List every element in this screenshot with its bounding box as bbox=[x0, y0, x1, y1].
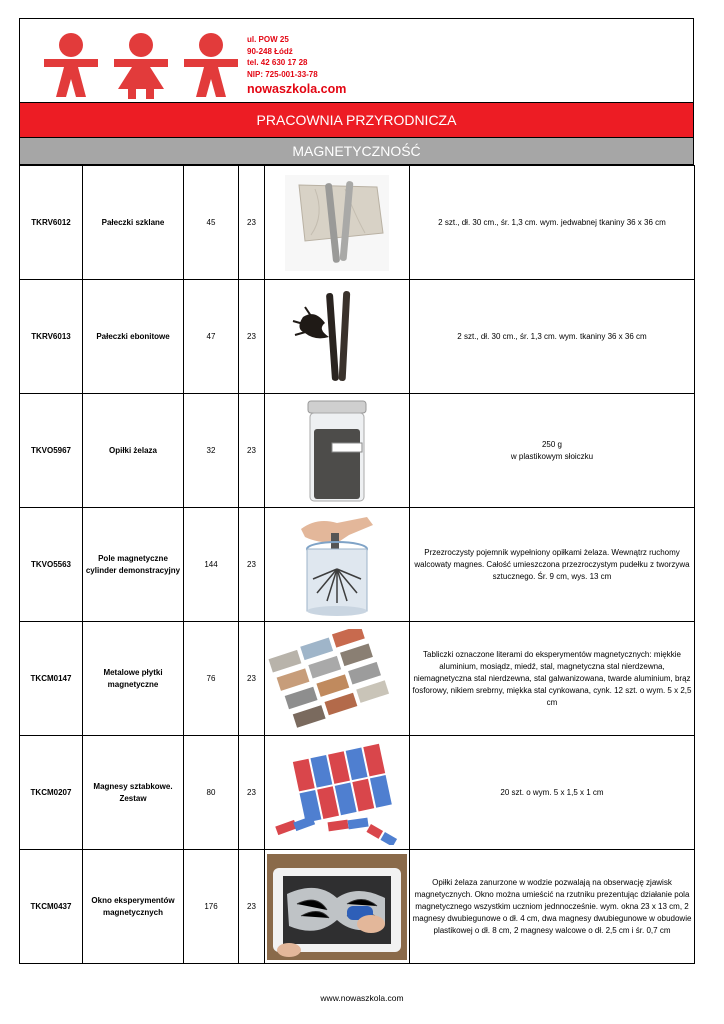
product-name: Pole magnetyczne cylinder demonstracyjny bbox=[83, 508, 184, 622]
header bbox=[19, 18, 694, 102]
product-vat: 23 bbox=[239, 622, 265, 736]
subsection-title: MAGNETYCZNOŚĆ bbox=[19, 137, 694, 165]
product-code: TKVO5967 bbox=[20, 394, 83, 508]
product-code: TKRV6013 bbox=[20, 280, 83, 394]
table-row bbox=[20, 850, 695, 964]
product-code: TKCM0147 bbox=[20, 622, 83, 736]
product-image-cell bbox=[265, 850, 410, 964]
address-city: 90-248 Łódź bbox=[247, 46, 293, 56]
ebonite-rods-photo bbox=[285, 289, 389, 385]
product-price: 76 bbox=[184, 622, 239, 736]
product-vat: 23 bbox=[239, 736, 265, 850]
iron-filings-jar-photo bbox=[302, 399, 372, 503]
product-vat: 23 bbox=[239, 280, 265, 394]
product-price: 176 bbox=[184, 850, 239, 964]
product-price: 32 bbox=[184, 394, 239, 508]
product-description: 20 szt. o wym. 5 x 1,5 x 1 cm bbox=[410, 736, 695, 850]
magnetic-window-photo bbox=[267, 854, 407, 960]
table-row bbox=[20, 508, 695, 622]
product-name: Pałeczki szklane bbox=[83, 166, 184, 280]
table-row bbox=[20, 166, 695, 280]
product-code: TKCM0207 bbox=[20, 736, 83, 850]
magnetic-cylinder-photo bbox=[297, 513, 377, 617]
product-image-cell bbox=[265, 622, 410, 736]
bar-magnets-photo bbox=[268, 741, 406, 845]
table-row bbox=[20, 622, 695, 736]
product-price: 45 bbox=[184, 166, 239, 280]
product-image-cell bbox=[265, 394, 410, 508]
product-code: TKCM0437 bbox=[20, 850, 83, 964]
product-price: 47 bbox=[184, 280, 239, 394]
product-image-cell bbox=[265, 166, 410, 280]
company-website[interactable]: nowaszkola.com bbox=[247, 82, 347, 96]
company-address bbox=[247, 34, 346, 97]
product-price: 144 bbox=[184, 508, 239, 622]
table-row bbox=[20, 736, 695, 850]
product-code: TKVO5563 bbox=[20, 508, 83, 622]
product-description: Przezroczysty pojemnik wypełniony opiłkami żelaza. Wewnątrz ruchomy walcowaty magnes. Całość umieszczona przezroczystym pudełku z tworzywa sztucznego. Śr. 9 cm, wys. 13 cm bbox=[410, 508, 695, 622]
company-logo bbox=[36, 31, 246, 103]
product-description: Opiłki żelaza zanurzone w wodzie pozwalają na obserwację zjawisk magnetycznych. Okno można umieścić na rzutniku prezentując działanie pola magnetycznego wszystkim uczniom jednnocześnie. wym. okna 23 x 13 cm, 2 magnesy dwubiegunowe o dł. 4 cm, dwa magnesy dwubiegunowe w obudowie plastikowej o dł. 8 cm, 2 magnesy walcowe o dł. 2,5 cm i śr. 0,7 cm bbox=[410, 850, 695, 964]
product-vat: 23 bbox=[239, 508, 265, 622]
footer-website[interactable]: www.nowaszkola.com bbox=[320, 993, 404, 1003]
glass-rods-photo bbox=[285, 175, 389, 271]
product-name: Opiłki żelaza bbox=[83, 394, 184, 508]
product-table bbox=[19, 165, 695, 964]
product-name: Pałeczki ebonitowe bbox=[83, 280, 184, 394]
address-nip: NIP: 725-001-33-78 bbox=[247, 69, 318, 79]
product-description: 2 szt., dł. 30 cm., śr. 1,3 cm. wym. tkaniny 36 x 36 cm bbox=[410, 280, 695, 394]
product-image-cell bbox=[265, 508, 410, 622]
table-row bbox=[20, 280, 695, 394]
product-description: 250 g w plastikowym słoiczku bbox=[410, 394, 695, 508]
product-vat: 23 bbox=[239, 166, 265, 280]
product-name: Okno eksperymentów magnetycznych bbox=[83, 850, 184, 964]
metal-plates-photo bbox=[268, 629, 406, 729]
product-name: Metalowe płytki magnetyczne bbox=[83, 622, 184, 736]
product-image-cell bbox=[265, 736, 410, 850]
table-row bbox=[20, 394, 695, 508]
address-phone: tel. 42 630 17 28 bbox=[247, 58, 308, 67]
product-vat: 23 bbox=[239, 850, 265, 964]
address-street: ul. POW 25 bbox=[247, 35, 289, 44]
product-image-cell bbox=[265, 280, 410, 394]
product-name: Magnesy sztabkowe. Zestaw bbox=[83, 736, 184, 850]
section-title: PRACOWNIA PRZYRODNICZA bbox=[19, 102, 694, 137]
product-price: 80 bbox=[184, 736, 239, 850]
product-description: Tabliczki oznaczone literami do eksperymentów magnetycznych: miękkie aluminium, mosiądz, miedź, stal, magnetyczna stal nierdzewna, niemagnetyczna stal nierdzewna, stal galwanizowana, twarde aluminium, brąz fosforowy, nikiem srebrny, miękka stal cynkowana, cynk. 12 szt. o wym. 5 x 2,5 cm bbox=[410, 622, 695, 736]
product-vat: 23 bbox=[239, 394, 265, 508]
product-description: 2 szt., dł. 30 cm., śr. 1,3 cm. wym. jedwabnej tkaniny 36 x 36 cm bbox=[410, 166, 695, 280]
catalog-sheet bbox=[19, 18, 694, 964]
product-code: TKRV6012 bbox=[20, 166, 83, 280]
